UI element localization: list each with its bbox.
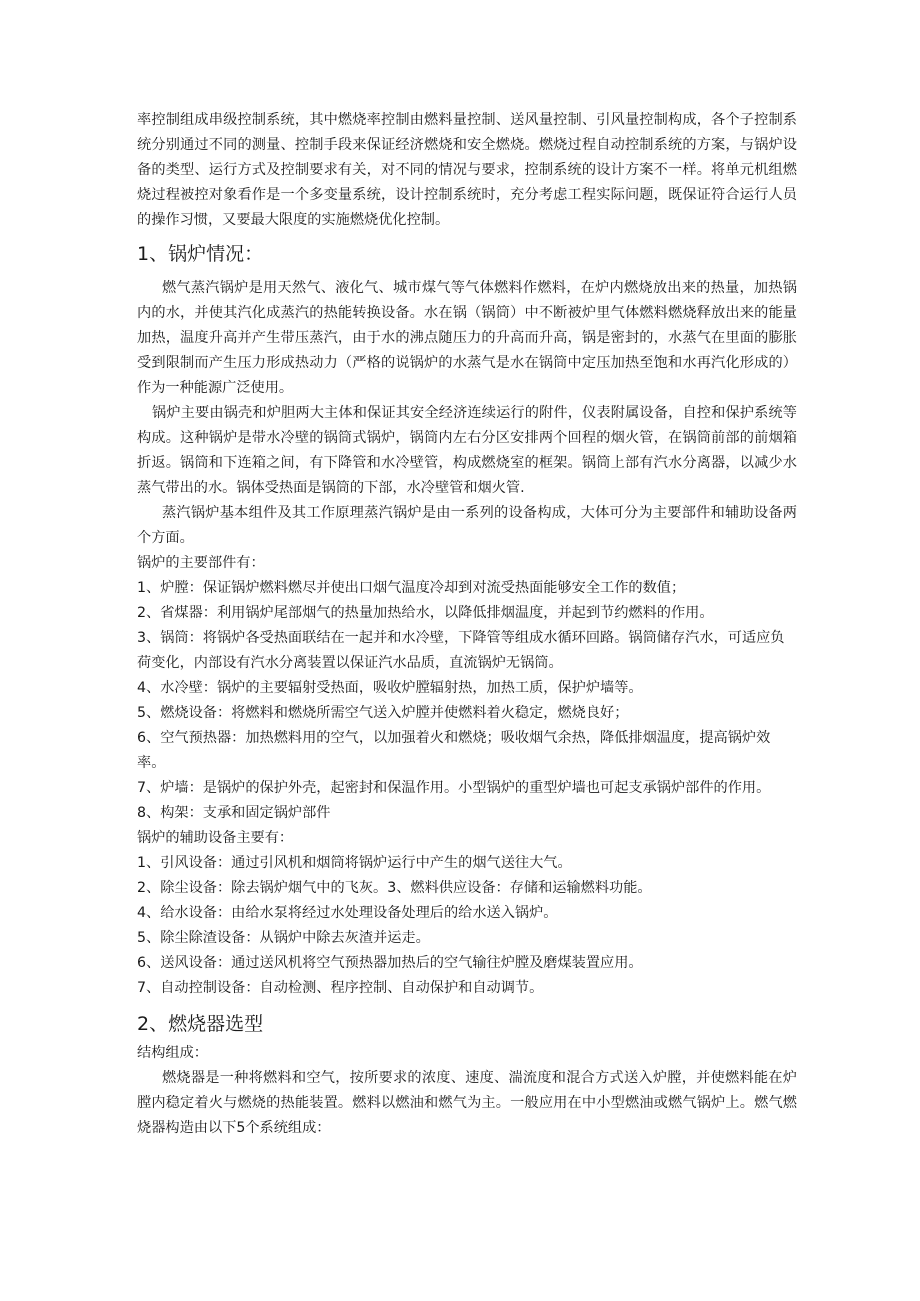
document-page [137,108,797,1141]
list-item: 2、除尘设备：除去锅炉烟气中的飞灰。3、燃料供应设备：存储和运输燃料功能。 [137,880,652,896]
list-item: 4、水冷壁：锅炉的主要辐射受热面，吸收炉膛辐射热，加热工质，保护炉墙等。 [137,680,643,696]
list-item: 4、给水设备：由给水泵将经过水处理设备处理后的给水送入锅炉。 [137,905,558,921]
list-item: 6、送风设备：通过送风机将空气预热器加热后的空气输往炉膛及磨煤装置应用。 [137,955,643,971]
list-item: 1、引风设备：通过引风机和烟筒将锅炉运行中产生的烟气送往大气。 [137,855,572,871]
list-item: 3、锅筒：将锅炉各受热面联结在一起并和水冷壁，下降管等组成水循环回路。锅筒储存汽水，可适应负荷变化，内部设有汽水分离装置以保证汽水品质，直流锅炉无锅筒。 [137,630,785,671]
intro-paragraph: 率控制组成串级控制系统，其中燃烧率控制由燃料量控制、送风量控制、引风量控制构成，各个子控制系统分别通过不同的测量、控制手段来保证经济燃烧和安全燃烧。燃烧过程自动控制系统的方案，与锅炉设备的类型、运行方式及控制要求有关，对不同的情况与要求，控制系统的设计方案不一样。将单元机组燃烧过程被控对象看作是一个多变量系统，设计控制系统时，充分考虑工程实际问题，既保证符合运行人员的操作习惯，又要最大限度的实施燃烧优化控制。 [137,112,797,228]
list-item: 5、燃烧设备：将燃料和燃烧所需空气送入炉膛并使燃料着火稳定，燃烧良好； [137,705,629,721]
list-item: 2、省煤器：利用锅炉尾部烟气的热量加热给水，以降低排烟温度，并起到节约燃料的作用。 [137,605,714,621]
aux-equipment-list [137,826,797,1001]
list-item: 6、空气预热器：加热燃料用的空气，以加强着火和燃烧；吸收烟气余热，降低排烟温度，提高锅炉效率。 [137,730,771,771]
aux-title: 锅炉的辅助设备主要有： [137,830,294,846]
section-1-heading: 1、锅炉情况： [137,243,264,265]
list-item: 7、自动控制设备：自动检测、程序控制、自动保护和自动调节。 [137,980,544,996]
structure-title: 结构组成： [137,1045,208,1061]
main-parts-title: 锅炉的主要部件有： [137,555,265,571]
list-item: 5、除尘除渣设备：从锅炉中除去灰渣并运走。 [137,930,430,946]
list-item: 1、炉膛：保证锅炉燃料燃尽并使出口烟气温度冷却到对流受热面能够安全工作的数值； [137,580,686,596]
list-item: 7、炉墙：是锅炉的保护外壳，起密封和保温作用。小型锅炉的重型炉墙也可起支承锅炉部件的作用。 [137,780,771,796]
section-2-heading: 2、燃烧器选型 [137,1013,264,1035]
main-parts-list [137,551,797,826]
section-1-paragraph-2: 锅炉主要由锅壳和炉胆两大主体和保证其安全经济连续运行的附件，仪表附属设备，自控和保护系统等构成。这种锅炉是带水冷壁的锅筒式锅炉，锅筒内左右分区安排两个回程的烟火管，在锅筒前部的前烟箱折返。锅筒和下连箱之间，有下降管和水冷壁管，构成燃烧室的框架。锅筒上部有汽水分离器，以减少水蒸气带出的水。锅体受热面是锅筒的下部，水冷壁管和烟火管. [137,405,797,496]
section-2-paragraph: 燃烧器是一种将燃料和空气，按所要求的浓度、速度、湍流度和混合方式送入炉膛，并使燃料能在炉膛内稳定着火与燃烧的热能装置。燃料以燃油和燃气为主。一般应用在中小型燃油或燃气锅炉上。燃气燃烧器构造由以下5个系统组成： [137,1070,797,1136]
list-item: 8、构架：支承和固定锅炉部件 [137,805,331,821]
section-1-paragraph-3: 蒸汽锅炉基本组件及其工作原理蒸汽锅炉是由一系列的设备构成，大体可分为主要部件和辅助设备两个方面。 [137,505,797,546]
section-1-paragraph-1: 燃气蒸汽锅炉是用天然气、液化气、城市煤气等气体燃料作燃料，在炉内燃烧放出来的热量，加热锅内的水，并使其汽化成蒸汽的热能转换设备。水在锅（锅筒）中不断被炉里气体燃料燃烧释放出来的能量加热，温度升高并产生带压蒸汽，由于水的沸点随压力的升高而升高，锅是密封的，水蒸气在里面的膨胀受到限制而产生压力形成热动力（严格的说锅炉的水蒸气是水在锅筒中定压加热至饱和水再汽化形成的）作为一种能源广泛使用。 [137,280,797,396]
